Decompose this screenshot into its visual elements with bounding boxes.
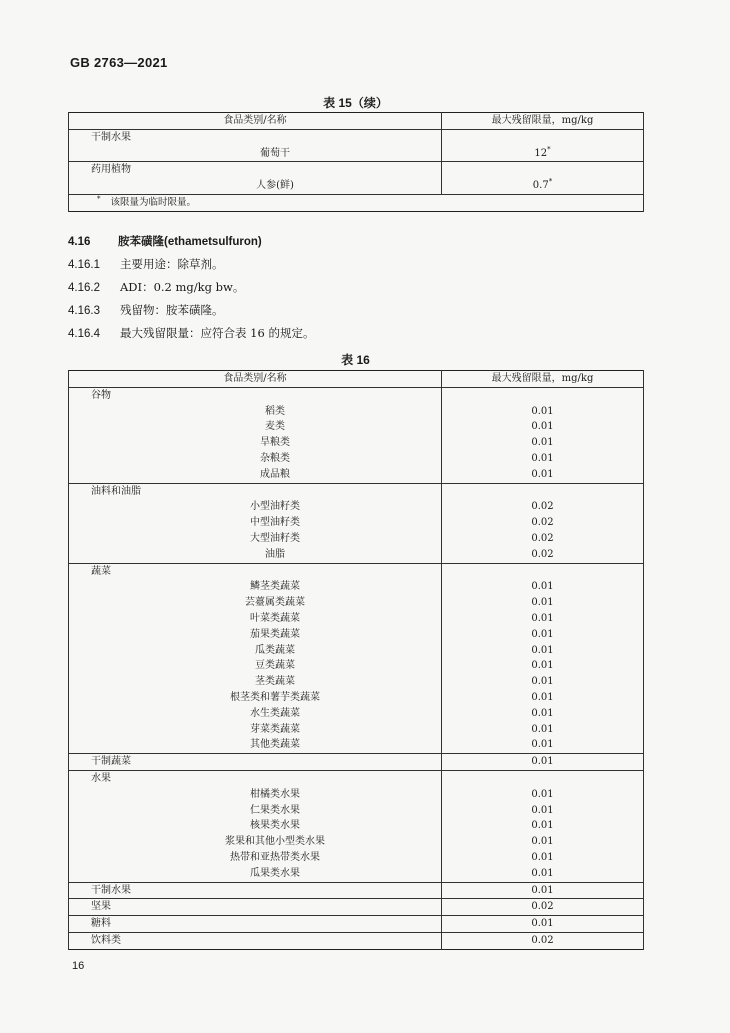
mrl-value (442, 866, 644, 882)
mrl-value (442, 932, 644, 949)
mrl-value-text: 0.01 (531, 788, 554, 800)
mrl-value-text: 0.01 (531, 918, 554, 930)
mrl-value (442, 178, 644, 194)
section-item-purpose (68, 256, 224, 272)
mrl-value-text: 0.01 (531, 612, 554, 624)
food-category-name: 坚果 (69, 899, 442, 916)
section-item-number: 4.16.2 (68, 282, 100, 294)
footnote-mark: * (97, 194, 101, 203)
food-item-name: 旱粮类 (69, 435, 442, 451)
table-row (69, 611, 644, 627)
mrl-value (442, 563, 644, 579)
food-category-name: 谷物 (69, 387, 442, 403)
table-row (69, 499, 644, 515)
table-row (69, 818, 644, 834)
mrl-value-text: 0.01 (531, 660, 554, 672)
mrl-value (442, 531, 644, 547)
section-item-text: 最大残留限量：应符合表 16 的规定。 (120, 326, 315, 340)
mrl-value (442, 754, 644, 771)
mrl-value-text: 0.01 (531, 707, 554, 719)
food-category-name: 蔬菜 (69, 563, 442, 579)
mrl-value-text: 0.01 (531, 739, 554, 751)
mrl-value-text: 0.7 (532, 180, 549, 192)
table15 (68, 112, 644, 212)
mrl-value-text: 0.01 (531, 644, 554, 656)
mrl-value (442, 737, 644, 753)
section-item-text: 主要用途：除草剂。 (120, 257, 224, 271)
food-item-name: 水生类蔬菜 (69, 706, 442, 722)
section-item-number: 4.16.4 (68, 328, 100, 340)
mrl-value (442, 850, 644, 866)
table-row (69, 787, 644, 803)
table-row (69, 515, 644, 531)
mrl-value-text: 0.01 (531, 437, 554, 449)
mrl-value (442, 690, 644, 706)
table-row (69, 916, 644, 933)
food-item-name: 杂粮类 (69, 451, 442, 467)
table-row (69, 178, 644, 194)
mrl-value (442, 643, 644, 659)
food-category-name: 药用植物 (69, 162, 442, 178)
mrl-value (442, 834, 644, 850)
mrl-value (442, 162, 644, 178)
table-row (69, 387, 644, 403)
table-row (69, 722, 644, 738)
table-row (69, 579, 644, 595)
mrl-value-text: 0.01 (531, 597, 554, 609)
footnote-text: 该限量为临时限量。 (110, 196, 197, 208)
mrl-value (442, 146, 644, 162)
table16-header-value: 最大残留限量，mg/kg (442, 371, 644, 388)
mrl-value-text: 0.01 (531, 851, 554, 863)
table-row (69, 627, 644, 643)
food-item-name: 茎类蔬菜 (69, 674, 442, 690)
table-row (69, 595, 644, 611)
temporary-limit-mark: * (547, 145, 551, 154)
table15-caption: 表 15（续） (323, 96, 388, 110)
table16-header-name: 食品类别/名称 (69, 371, 442, 388)
mrl-value (442, 899, 644, 916)
food-item-name: 豆类蔬菜 (69, 658, 442, 674)
table-row (69, 706, 644, 722)
mrl-value (442, 882, 644, 899)
table-row (69, 162, 644, 178)
mrl-value (442, 818, 644, 834)
table-row (69, 754, 644, 771)
mrl-value (442, 387, 644, 403)
table-row (69, 834, 644, 850)
mrl-value-text: 0.02 (531, 934, 554, 946)
food-item-name: 油脂 (69, 547, 442, 563)
section-item-number: 4.16.3 (68, 305, 100, 317)
food-item-name: 其他类蔬菜 (69, 737, 442, 753)
mrl-value-text: 0.02 (531, 548, 554, 560)
table-row (69, 803, 644, 819)
mrl-value (442, 916, 644, 933)
food-item-name: 浆果和其他小型类水果 (69, 834, 442, 850)
mrl-value-text: 0.01 (531, 723, 554, 735)
section-item-adi (68, 279, 244, 295)
table15-header-name: 食品类别/名称 (69, 113, 442, 130)
mrl-value-text: 0.02 (531, 532, 554, 544)
food-item-name: 成品粮 (69, 467, 442, 483)
food-item-name: 瓜果类水果 (69, 866, 442, 882)
mrl-value-text: 0.01 (531, 691, 554, 703)
mrl-value-text: 0.01 (531, 452, 554, 464)
mrl-value-text: 0.01 (531, 756, 554, 768)
food-item-name: 鳞茎类蔬菜 (69, 579, 442, 595)
table-row (69, 850, 644, 866)
mrl-value-text: 0.01 (531, 804, 554, 816)
table-row (69, 882, 644, 899)
mrl-value-text: 0.01 (531, 581, 554, 593)
table-row (69, 531, 644, 547)
section-item-number: 4.16.1 (68, 259, 100, 271)
table-row (69, 866, 644, 882)
section-heading-number: 4.16 (68, 236, 91, 248)
section-item-residue (68, 302, 224, 318)
mrl-value (442, 658, 644, 674)
mrl-value (442, 547, 644, 563)
table15-header-value: 最大残留限量，mg/kg (442, 113, 644, 130)
food-category-name: 干制水果 (69, 882, 442, 899)
section-item-mrl (68, 325, 314, 341)
table-row (69, 451, 644, 467)
table-row (69, 563, 644, 579)
table15-footnote (69, 194, 644, 211)
mrl-value (442, 404, 644, 420)
mrl-value (442, 467, 644, 483)
food-category-name: 油料和油脂 (69, 483, 442, 499)
food-category-name: 干制水果 (69, 129, 442, 145)
mrl-value-text: 0.01 (531, 405, 554, 417)
mrl-value (442, 803, 644, 819)
mrl-value (442, 435, 644, 451)
food-item-name: 稻类 (69, 404, 442, 420)
mrl-value (442, 579, 644, 595)
mrl-value (442, 770, 644, 786)
food-item-name: 大型油籽类 (69, 531, 442, 547)
food-item-name: 核果类水果 (69, 818, 442, 834)
table-row (69, 435, 644, 451)
food-item-name: 芽菜类蔬菜 (69, 722, 442, 738)
food-item-name: 茄果类蔬菜 (69, 627, 442, 643)
table-row (69, 483, 644, 499)
mrl-value (442, 451, 644, 467)
mrl-value-text: 0.02 (531, 501, 554, 513)
food-item-name: 仁果类水果 (69, 803, 442, 819)
mrl-value (442, 483, 644, 499)
mrl-value-text: 0.01 (531, 421, 554, 433)
table-row (69, 737, 644, 753)
mrl-value-text: 0.01 (531, 676, 554, 688)
mrl-value-text: 0.01 (531, 468, 554, 480)
food-item-name: 人参(鲜) (69, 178, 442, 194)
mrl-value-text: 0.02 (531, 901, 554, 913)
mrl-value (442, 787, 644, 803)
food-item-name: 叶菜类蔬菜 (69, 611, 442, 627)
mrl-value-text: 12 (534, 147, 548, 159)
table-row (69, 419, 644, 435)
mrl-value (442, 722, 644, 738)
mrl-value (442, 129, 644, 145)
table-row (69, 547, 644, 563)
food-item-name: 瓜类蔬菜 (69, 643, 442, 659)
table-row (69, 899, 644, 916)
table-row (69, 146, 644, 162)
food-item-name: 芸薹属类蔬菜 (69, 595, 442, 611)
food-item-name: 热带和亚热带类水果 (69, 850, 442, 866)
table-row (69, 674, 644, 690)
mrl-value (442, 595, 644, 611)
food-item-name: 根茎类和薯芋类蔬菜 (69, 690, 442, 706)
mrl-value-text: 0.01 (531, 628, 554, 640)
table16-caption: 表 16 (341, 353, 370, 367)
table-row (69, 658, 644, 674)
section-heading-title: 胺苯磺隆(ethametsulfuron) (118, 236, 262, 248)
mrl-value-text: 0.01 (531, 820, 554, 832)
mrl-value (442, 499, 644, 515)
table16 (68, 370, 644, 950)
standard-code: GB 2763—2021 (70, 55, 168, 70)
food-item-name: 柑橘类水果 (69, 787, 442, 803)
food-category-name: 水果 (69, 770, 442, 786)
table-row (69, 404, 644, 420)
section-item-text: ADI：0.2 mg/kg bw。 (120, 280, 245, 294)
mrl-value (442, 515, 644, 531)
food-category-name: 糖料 (69, 916, 442, 933)
section-item-text: 残留物：胺苯磺隆。 (120, 303, 224, 317)
table-row (69, 690, 644, 706)
section-heading (68, 233, 262, 249)
table-row (69, 643, 644, 659)
mrl-value (442, 419, 644, 435)
mrl-value (442, 611, 644, 627)
mrl-value-text: 0.01 (531, 884, 554, 896)
mrl-value-text: 0.01 (531, 867, 554, 879)
temporary-limit-mark: * (548, 178, 553, 186)
food-category-name: 饮料类 (69, 932, 442, 949)
page-number: 16 (72, 960, 85, 972)
table-row (69, 932, 644, 949)
food-category-name: 干制蔬菜 (69, 754, 442, 771)
food-item-name: 麦类 (69, 419, 442, 435)
mrl-value (442, 627, 644, 643)
food-item-name: 葡萄干 (69, 146, 442, 162)
food-item-name: 中型油籽类 (69, 515, 442, 531)
table15-footnote-row (69, 194, 644, 211)
mrl-value-text: 0.02 (531, 517, 554, 529)
food-item-name: 小型油籽类 (69, 499, 442, 515)
mrl-value (442, 706, 644, 722)
mrl-value-text: 0.01 (531, 836, 554, 848)
table-row (69, 770, 644, 786)
mrl-value (442, 674, 644, 690)
table-row (69, 467, 644, 483)
table-row (69, 129, 644, 145)
